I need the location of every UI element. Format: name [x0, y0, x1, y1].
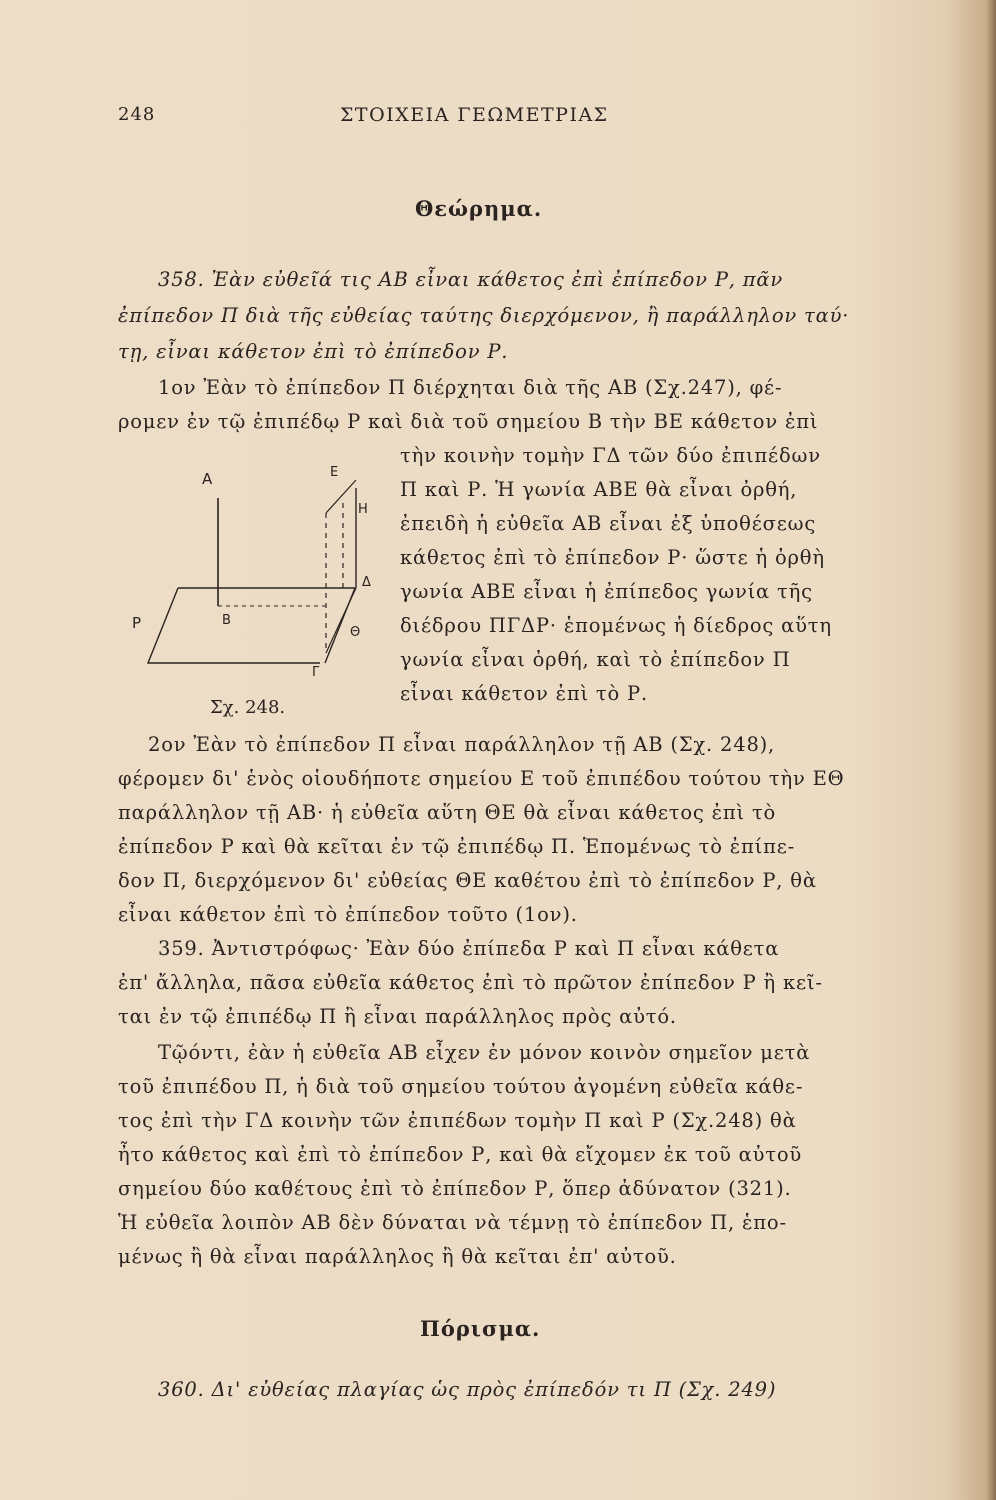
case1-wrap-1: τὴν κοινὴν τομὴν ΓΔ τῶν δύο ἐπιπέδων: [400, 444, 821, 467]
para359-line-4: Τῷόντι, ἐὰν ἡ εὐθεῖα ΑΒ εἶχεν ἐν μόνον κοινὸν σημεῖον μετὰ: [158, 1041, 811, 1064]
label-theta: Θ: [350, 625, 361, 640]
figure-caption: Σχ. 248.: [210, 697, 286, 718]
figure-248-drawing: [130, 458, 380, 688]
case2-line-5: δον Π, διερχόμενον δι' εὐθείας ΘΕ καθέτου ἐπὶ τὸ ἐπίπεδον Ρ, θὰ: [118, 869, 817, 892]
para359-line-1: 359. Ἀντιστρόφως· Ἐὰν δύο ἐπίπεδα Ρ καὶ Π εἶναι κάθετα: [158, 937, 780, 960]
case1-wrap-2: Π καὶ Ρ. Ἡ γωνία ΑΒΕ θὰ εἶναι ὀρθή,: [400, 478, 798, 501]
para359-line-10: μένως ἢ θὰ εἶναι παράλληλος ἢ θὰ κεῖται ἐπ' αὐτοῦ.: [118, 1245, 677, 1268]
label-a: A: [202, 470, 213, 488]
para359-line-7: ἦτο κάθετος καὶ ἐπὶ τὸ ἐπίπεδον Ρ, καὶ θὰ εἴχομεν ἐκ τοῦ αὐτοῦ: [118, 1143, 803, 1166]
theorem-heading: Θεώρημα.: [415, 196, 543, 221]
label-h: H: [358, 502, 368, 517]
case2-line-2: φέρομεν δι' ἑνὸς οἱουδήποτε σημείου Ε τοῦ ἐπιπέδου τούτου τὴν ΕΘ: [118, 767, 845, 790]
figure-248: [130, 458, 380, 688]
para359-line-2: ἐπ' ἄλληλα, πᾶσα εὐθεῖα κάθετος ἐπὶ τὸ πρῶτον ἐπίπεδον Ρ ἢ κεῖ-: [118, 971, 823, 994]
para358-line-3: τῃ, εἶναι κάθετον ἐπὶ τὸ ἐπίπεδον Ρ.: [118, 340, 509, 363]
case2-line-6: εἶναι κάθετον ἐπὶ τὸ ἐπίπεδον τοῦτο (1ον).: [118, 903, 578, 926]
para359-line-5: τοῦ ἐπιπέδου Π, ἡ διὰ τοῦ σημείου τούτου ἀγομένη εὐθεῖα κάθε-: [118, 1075, 804, 1098]
case1-line-1: 1ον Ἐὰν τὸ ἐπίπεδον Π διέρχηται διὰ τῆς ΑΒ (Σχ.247), φέ-: [158, 376, 783, 399]
case2-line-1: 2ον Ἐὰν τὸ ἐπίπεδον Π εἶναι παράλληλον τῇ ΑΒ (Σχ. 248),: [148, 733, 776, 756]
case1-line-2: ρομεν ἐν τῷ ἐπιπέδῳ Ρ καὶ διὰ τοῦ σημείου Β τὴν ΒΕ κάθετον ἐπὶ: [118, 410, 819, 433]
para359-line-9: Ἡ εὐθεῖα λοιπὸν ΑΒ δὲν δύναται νὰ τέμνῃ τὸ ἐπίπεδον Π, ἑπο-: [118, 1211, 787, 1234]
case1-wrap-5: γωνία ΑΒΕ εἶναι ἡ ἐπίπεδος γωνία τῆς: [400, 580, 813, 603]
page-number: 248: [118, 104, 156, 125]
running-title: ΣΤΟΙΧΕΙΑ ΓΕΩΜΕΤΡΙΑΣ: [340, 104, 609, 126]
case2-line-4: ἐπίπεδον Ρ καὶ θὰ κεῖται ἐν τῷ ἐπιπέδῳ Π. Ἑπομένως τὸ ἐπίπε-: [118, 835, 795, 858]
label-e: E: [330, 465, 339, 480]
para358-line-2: ἐπίπεδον Π διὰ τῆς εὐθείας ταύτης διερχόμενον, ἢ παράλληλον ταύ·: [118, 304, 850, 327]
para360-line-1: 360. Δι' εὐθείας πλαγίας ὡς πρὸς ἐπίπεδόν τι Π (Σχ. 249): [158, 1378, 777, 1401]
label-gamma: Γ: [312, 665, 320, 680]
para359-line-6: τος ἐπὶ τὴν ΓΔ κοινὴν τῶν ἐπιπέδων τομὴν Π καὶ Ρ (Σχ.248) θὰ: [118, 1109, 797, 1132]
case1-wrap-6: διέδρου ΠΓΔΡ· ἑπομένως ἡ δίεδρος αὕτη: [400, 614, 832, 637]
label-b: B: [222, 613, 231, 628]
case2-line-3: παράλληλον τῇ ΑΒ· ἡ εὐθεῖα αὕτη ΘΕ θὰ εἶναι κάθετος ἐπὶ τὸ: [118, 801, 777, 824]
para359-line-3: ται ἐν τῷ ἐπιπέδῳ Π ἢ εἶναι παράλληλος πρὸς αὐτό.: [118, 1005, 677, 1028]
case1-wrap-7: γωνία εἶναι ὀρθή, καὶ τὸ ἐπίπεδον Π: [400, 648, 791, 671]
para358-line-1: 358. Ἐὰν εὐθεῖά τις ΑΒ εἶναι κάθετος ἐπὶ ἐπίπεδον Ρ, πᾶν: [158, 268, 783, 291]
label-p: P: [132, 614, 142, 632]
case1-wrap-3: ἐπειδὴ ἡ εὐθεῖα ΑΒ εἶναι ἐξ ὑποθέσεως: [400, 512, 817, 535]
case1-wrap-4: κάθετος ἐπὶ τὸ ἐπίπεδον Ρ· ὥστε ἡ ὀρθὴ: [400, 546, 825, 569]
para359-line-8: σημείου δύο καθέτους ἐπὶ τὸ ἐπίπεδον Ρ, ὅπερ ἀδύνατον (321).: [118, 1177, 792, 1200]
corollary-heading: Πόρισμα.: [420, 1316, 541, 1341]
label-delta: Δ: [362, 575, 371, 590]
case1-wrap-8: εἶναι κάθετον ἐπὶ τὸ Ρ.: [400, 682, 648, 705]
